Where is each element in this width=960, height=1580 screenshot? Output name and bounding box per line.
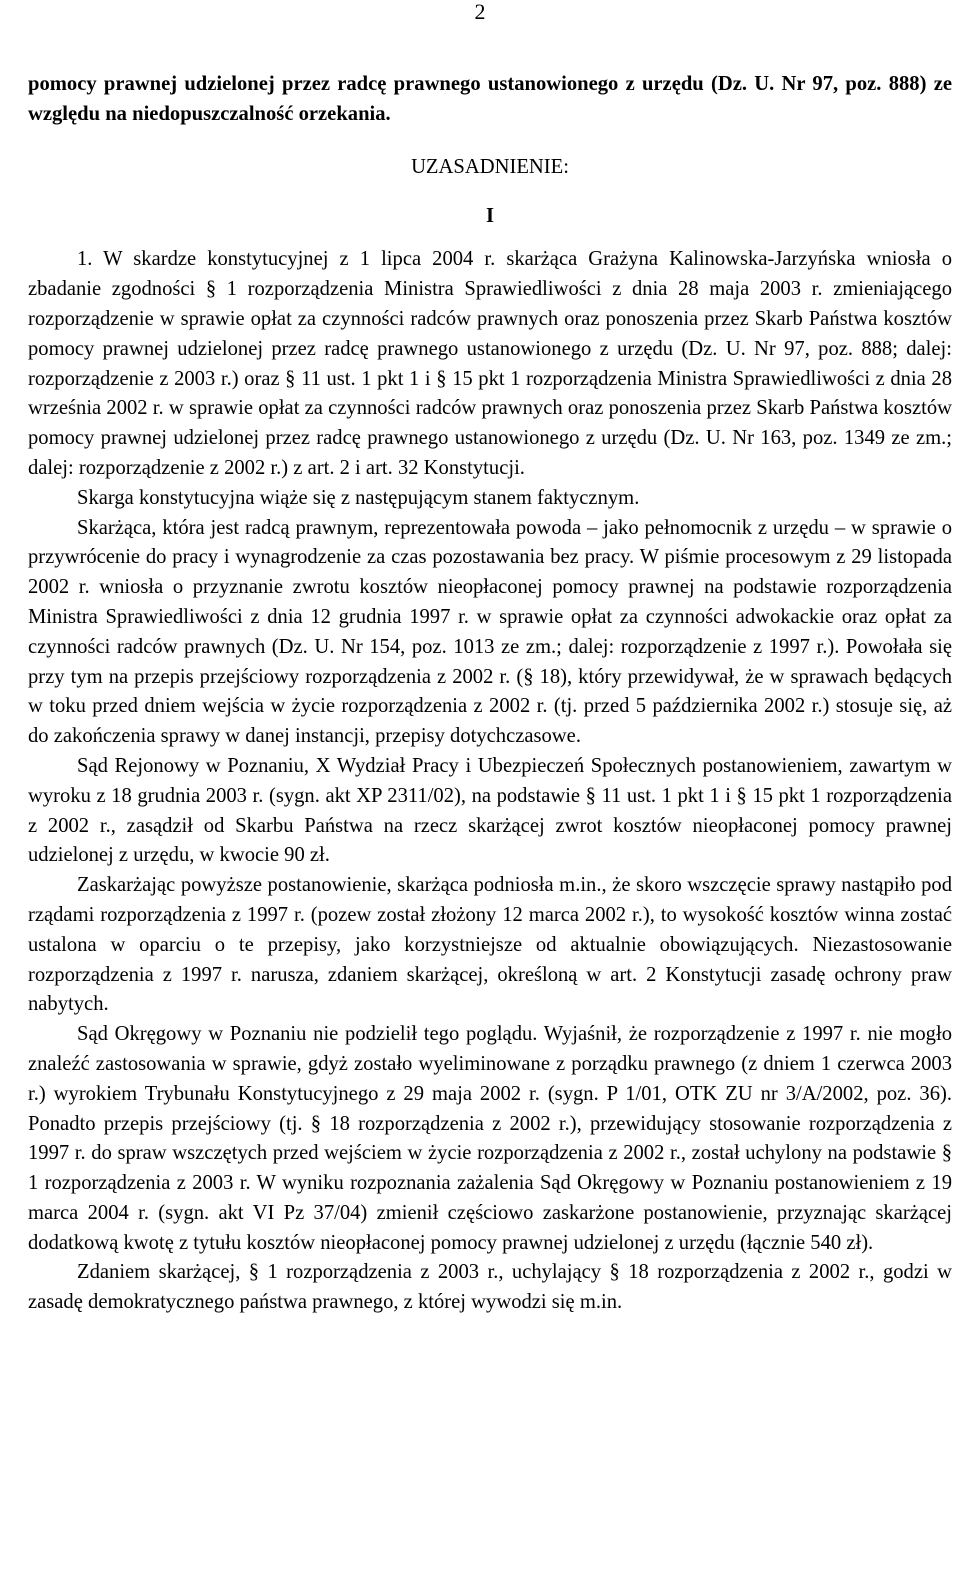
paragraph-3: Skarżąca, która jest radcą prawnym, reprezentowała powoda – jako pełnomocnik z urzędu – w sprawie o przywrócenie do pracy i wynagrodzenie za czas pozostawania bez pracy. W piśmie procesowym z 29 listopada 2002 r. wniosła o przyznanie zwrotu kosztów nieopłaconej pomocy prawnej na podstawie rozporządzenia Ministra Sprawiedliwości z dnia 12 grudnia 1997 r. w sprawie opłat za czynności adwokackie oraz opłat za czynności radców prawnych (Dz. U. Nr 154, poz. 1013 ze zm.; dalej: rozporządzenie z 1997 r.). Powołała się przy tym na przepis przejściowy rozporządzenia z 2002 r. (§ 18), który przewidywał, że w sprawach będących w toku przed dniem wejścia w życie rozporządzenia z 2002 r. (tj. przed 5 października 2002 r.) stosuje się, aż do zakończenia sprawy w danej instancji, przepisy dotychczasowe. — [28, 516, 952, 748]
paragraph-7: Zdaniem skarżącej, § 1 rozporządzenia z 2003 r., uchylający § 18 rozporządzenia z 2002 r., godzi w zasadę demokratycznego państwa prawnego, z której wywodzi się m.in. — [28, 1261, 952, 1314]
document-body — [28, 70, 952, 1318]
paragraph-4: Sąd Rejonowy w Poznaniu, X Wydział Pracy i Ubezpieczeń Społecznych postanowieniem, zawartym w wyroku z 18 grudnia 2003 r. (sygn. akt XP 2311/02), na podstawie § 11 ust. 1 pkt 1 i § 15 pkt 1 rozporządzenia z 2002 r., zasądził od Skarbu Państwa na rzecz skarżącej zwrot kosztów nieopłaconej pomocy prawnej udzielonej z urzędu, w kwocie 90 zł. — [28, 754, 952, 867]
justification-paragraphs — [28, 245, 952, 1318]
section-number: I — [485, 204, 494, 227]
section-heading: UZASADNIENIE: — [411, 155, 569, 178]
intro-paragraph: pomocy prawnej udzielonej przez radcę prawnego ustanowionego z urzędu (Dz. U. Nr 97, poz. 888) ze względu na niedopuszczalność orzekania. — [28, 73, 952, 125]
paragraph-6: Sąd Okręgowy w Poznaniu nie podzielił tego poglądu. Wyjaśnił, że rozporządzenie z 1997 r. nie mogło znaleźć zastosowania w sprawie, gdyż zostało wyeliminowane z porządku prawnego (z dniem 1 czerwca 2003 r.) wyrokiem Trybunału Konstytucyjnego z 29 maja 2002 r. (sygn. P 1/01, OTK ZU nr 3/A/2002, poz. 36). Ponadto przepis przejściowy (tj. § 18 rozporządzenia z 2002 r.), przewidujący stosowanie rozporządzenia z 1997 r. do spraw wszczętych przed wejściem w życie rozporządzenia z 2002 r., został uchylony na podstawie § 1 rozporządzenia z 2003 r. W wyniku rozpoznania zażalenia Sąd Okręgowy w Poznaniu postanowieniem z 19 marca 2004 r. (sygn. akt VI Pz 37/04) zmienił częściowo zaskarżone postanowienie, przyznając skarżącej dodatkową kwotę z tytułu kosztów nieopłaconej pomocy prawnej udzielonej z urzędu (łącznie 540 zł). — [28, 1023, 952, 1254]
page-number: 2 — [474, 0, 486, 24]
paragraph-2: Skarga konstytucyjna wiąże się z następującym stanem faktycznym. — [77, 486, 640, 509]
paragraph-1: 1. W skardze konstytucyjnej z 1 lipca 2004 r. skarżąca Grażyna Kalinowska-Jarzyńska wniosła o zbadanie zgodności § 1 rozporządzenia Ministra Sprawiedliwości z dnia 28 maja 2003 r. zmieniającego rozporządzenie w sprawie opłat za czynności radców prawnych oraz ponoszenia przez Skarb Państwa kosztów pomocy prawnej udzielonej przez radcę prawnego ustanowionego z urzędu (Dz. U. Nr 97, poz. 888; dalej: rozporządzenie z 2003 r.) oraz § 11 ust. 1 pkt 1 i § 15 pkt 1 rozporządzenia Ministra Sprawiedliwości z dnia 28 września 2002 r. w sprawie opłat za czynności radców prawnych oraz ponoszenia przez Skarb Państwa kosztów pomocy prawnej udzielonej przez radcę prawnego ustanowionego z urzędu (Dz. U. Nr 163, poz. 1349 ze zm.; dalej: rozporządzenie z 2002 r.) z art. 2 i art. 32 Konstytucji. — [28, 248, 952, 479]
paragraph-5: Zaskarżając powyższe postanowienie, skarżąca podniosła m.in., że skoro wszczęcie sprawy nastąpiło pod rządami rozporządzenia z 1997 r. (pozew został złożony 12 marca 2002 r.), to wysokość kosztów winna zostać ustalona w oparciu o te przepisy, jako korzystniejsze od aktualnie obowiązujących. Niezastosowanie rozporządzenia z 1997 r. narusza, zdaniem skarżącej, określoną w art. 2 Konstytucji zasadę ochrony praw nabytych. — [28, 874, 952, 1016]
